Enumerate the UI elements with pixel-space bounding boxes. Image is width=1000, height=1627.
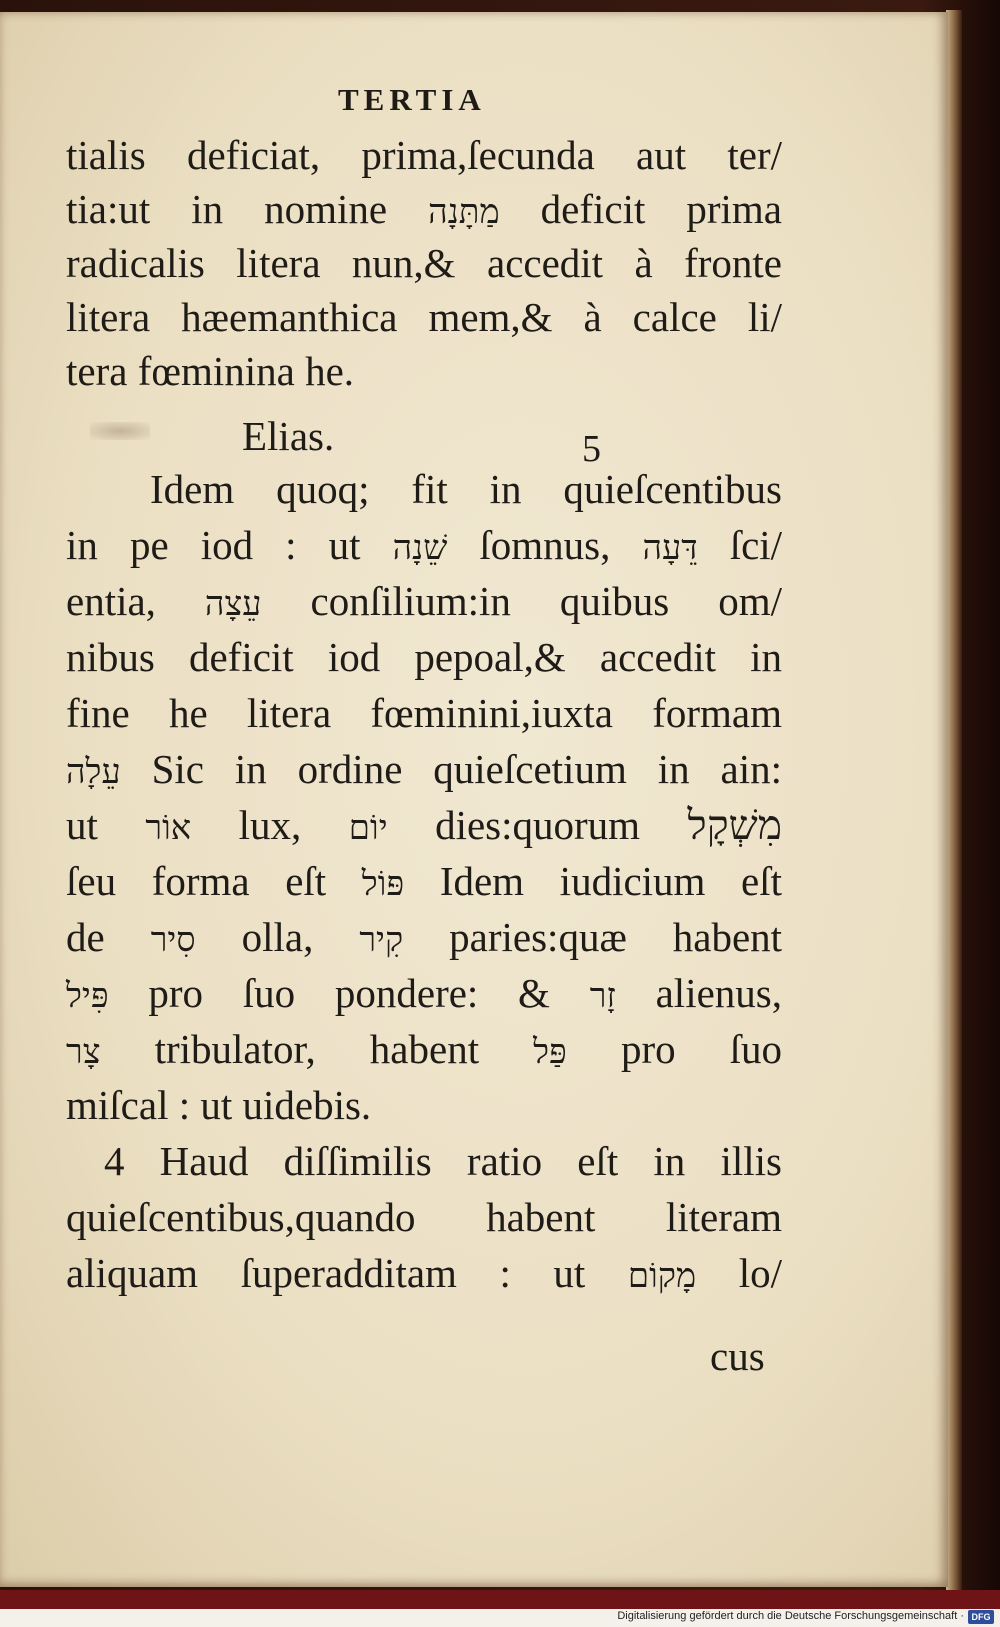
text-line (66, 576, 782, 629)
line-text: entia, (66, 578, 156, 624)
line-text: ut (66, 802, 98, 848)
text-line (66, 1248, 782, 1301)
hebrew-word: מַתָּנָה (428, 192, 500, 232)
hebrew-word: שֵׁנָה (392, 528, 448, 568)
hebrew-word: פַּל (533, 1032, 567, 1072)
line-text: 4 Haud diſſimilis ratio eſt in illis (104, 1138, 782, 1184)
hebrew-word: צָר (66, 1032, 101, 1072)
text-line (66, 1024, 782, 1077)
text-line (66, 744, 782, 797)
line-text: Idem iudicium eſt (439, 858, 783, 904)
text-line (66, 1192, 782, 1242)
line-text: nibus deficit iod pepoal,& accedit in (66, 634, 782, 680)
catchword: cus (710, 1333, 765, 1379)
hebrew-word: פּוֹל (361, 864, 405, 904)
line-text: ſomnus, (479, 522, 611, 568)
line-text: tialis deficiat, prima,ſecunda aut ter/ (66, 132, 782, 178)
line-text: in pe iod : ut (66, 522, 361, 568)
hebrew-word: אוֹר (145, 808, 192, 848)
hebrew-word: עֵצָה (204, 584, 262, 624)
text-line (104, 1136, 782, 1186)
line-text: miſcal : ut uidebis. (66, 1082, 372, 1128)
line-text: litera hæemanthica mem,& à calce li/ (66, 294, 782, 340)
line-text: dies:quorum מִשְׁקָל (435, 802, 782, 848)
book-page (0, 12, 948, 1587)
hebrew-word: עֵלָה (66, 752, 121, 792)
line-text: radicalis litera nun,& accedit à fronte (66, 240, 782, 286)
ink-smudge (90, 422, 150, 440)
hebrew-word: קִיר (359, 920, 404, 960)
line-text: deficit prima (540, 186, 783, 232)
hebrew-word: פִּיל (66, 976, 109, 1016)
hebrew-word: מָקוֹם (627, 1256, 697, 1296)
hebrew-word: זָר (589, 976, 616, 1016)
line-text: Sic in ordine quieſcetium in ain: (151, 746, 782, 792)
text-line (66, 688, 782, 738)
text-line (66, 632, 782, 682)
line-text: lo/ (738, 1250, 783, 1296)
line-text: quieſcentibus,quando habent literam (66, 1194, 782, 1240)
signature-mark: 5 (582, 428, 601, 470)
text-line (66, 800, 782, 853)
hebrew-word: סִיר (150, 920, 196, 960)
line-text: ſci/ (729, 522, 783, 568)
line-text: lux, (238, 802, 302, 848)
line-text: tia:ut in nomine (66, 186, 388, 232)
text-line (66, 292, 782, 342)
text-line (66, 968, 782, 1021)
text-line (66, 912, 782, 965)
text-line (66, 856, 782, 909)
line-text: alienus, (655, 970, 782, 1016)
line-text: paries:quæ habent (449, 914, 783, 960)
line-text: fine he litera fœminini,iuxta formam (66, 690, 782, 736)
speaker-heading: Elias. (242, 413, 335, 459)
hebrew-word: יוֹם (348, 808, 388, 848)
dfg-logo-icon: DFG (968, 1610, 994, 1624)
line-text: conſilium:in quibus om/ (310, 578, 782, 624)
text-line (66, 184, 782, 237)
line-text: pro ſuo (620, 1026, 783, 1072)
line-text: aliquam ſuperadditam : ut (66, 1250, 586, 1296)
line-text: Idem quoq; fit in quieſcentibus (150, 466, 782, 512)
line-text: ſeu forma eſt (66, 858, 327, 904)
page-edge (946, 10, 962, 1590)
text-line (66, 1080, 782, 1130)
line-text: pro ſuo pondere: & (148, 970, 550, 1016)
line-text: de (66, 914, 105, 960)
text-line (150, 464, 782, 514)
footer-credit: Digitalisierung gefördert durch die Deutsche Forschungsgemeinschaft · (617, 1610, 964, 1622)
line-text: olla, (241, 914, 314, 960)
running-head: TERTIA (338, 82, 486, 117)
text-line (66, 238, 782, 288)
text-line (66, 520, 782, 573)
line-text: tera fœminina he. (66, 348, 355, 394)
text-line (66, 130, 782, 180)
line-text: tribulator, habent (154, 1026, 480, 1072)
text-line (66, 346, 782, 396)
hebrew-word: דֵּעָה (642, 528, 698, 568)
